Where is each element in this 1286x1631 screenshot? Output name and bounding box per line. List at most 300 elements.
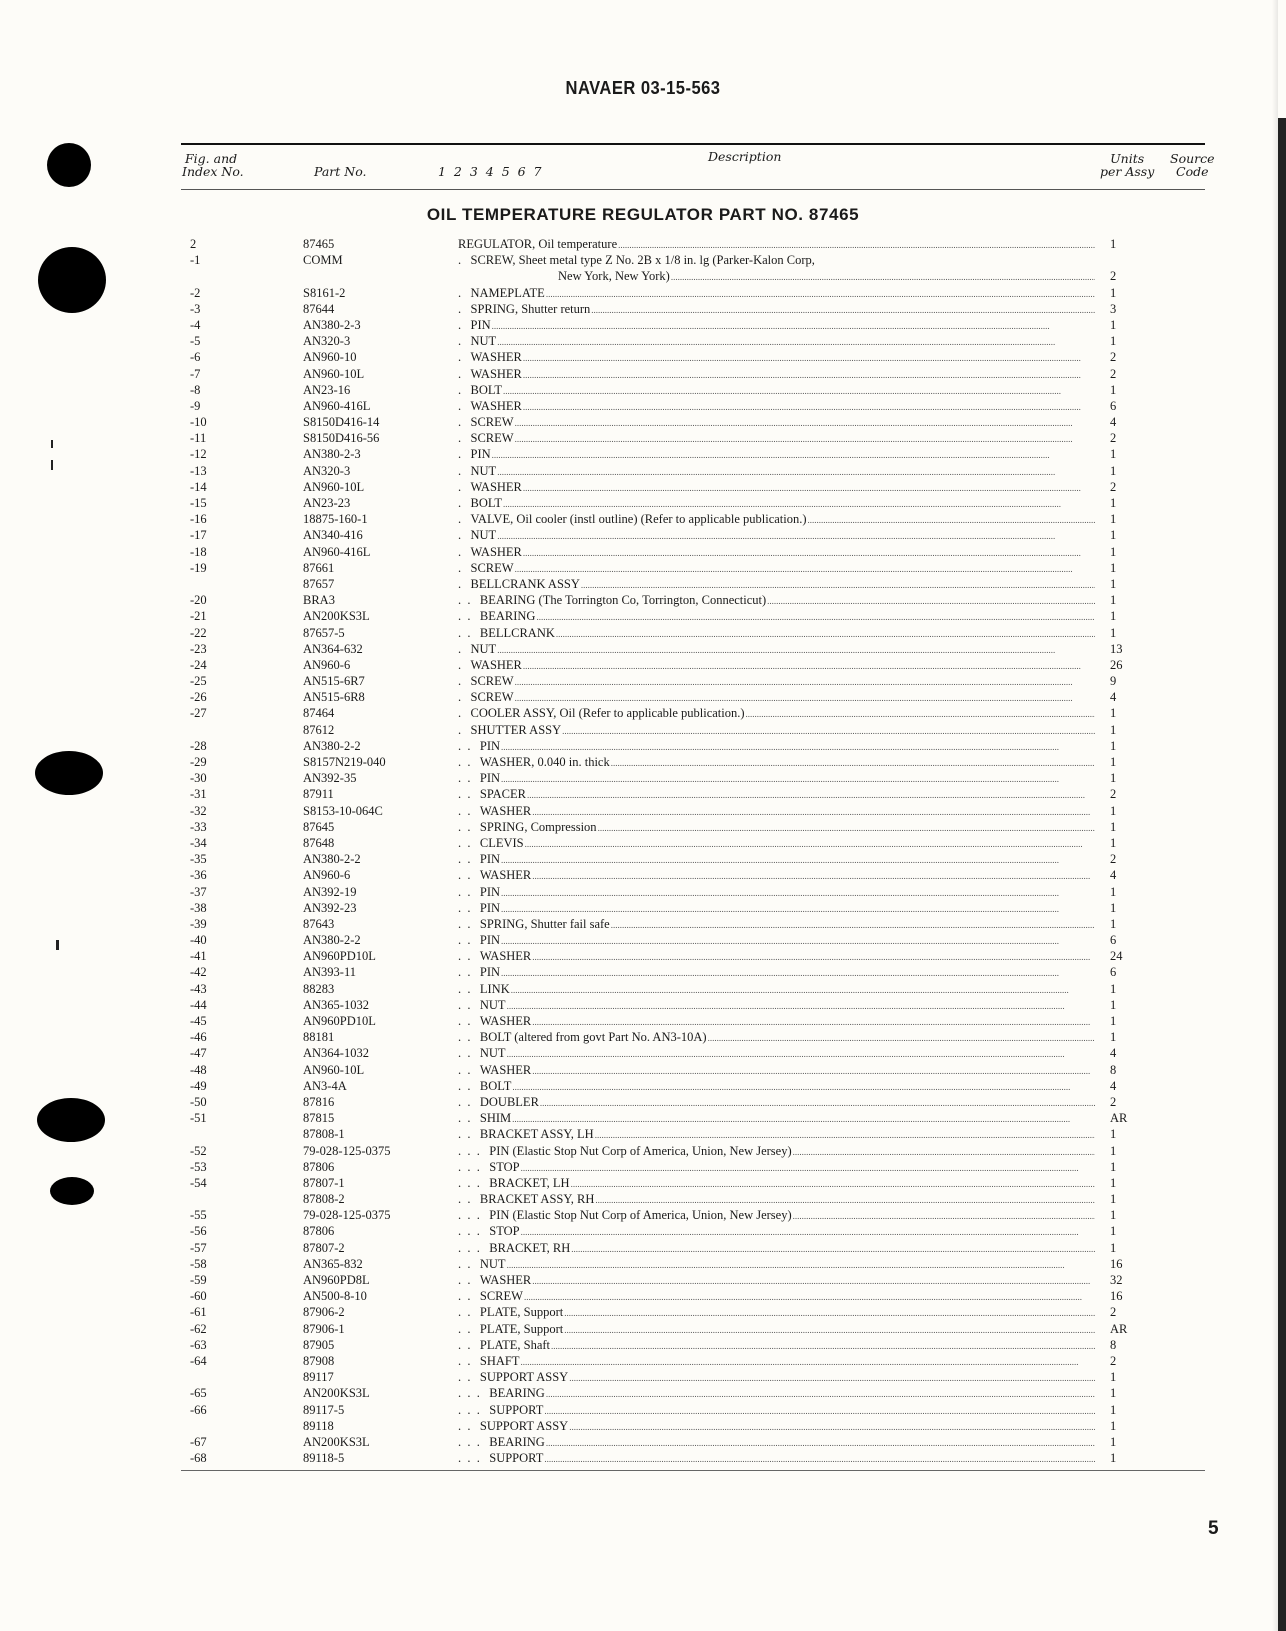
units-per-assy: 4 (1110, 1078, 1117, 1093)
part-no: AN23-16 (303, 382, 351, 397)
units-per-assy: 2 (1110, 366, 1117, 381)
indent-dots: . (458, 560, 471, 575)
table-row (0, 705, 1286, 721)
description-text: SPRING, Compression (479, 819, 597, 834)
index-no: -27 (190, 706, 207, 721)
part-no: AN340-416 (303, 528, 363, 543)
leader-dots (511, 981, 1095, 998)
header-part-no: Part No. (314, 164, 367, 179)
units-per-assy: 1 (1110, 625, 1117, 640)
indent-dots: . (458, 576, 471, 591)
punch-hole (47, 143, 91, 187)
leader-dots (532, 948, 1095, 965)
table-row (0, 819, 1286, 835)
leader-dots (571, 1240, 1095, 1257)
indent-dots: . . . (458, 1143, 490, 1158)
table-row (0, 544, 1286, 560)
index-no: -4 (190, 317, 201, 332)
indent-dots: . . (458, 1046, 480, 1061)
table-row (0, 576, 1286, 592)
table-row (0, 285, 1286, 301)
table-row (0, 1207, 1286, 1223)
units-per-assy: 1 (1110, 1240, 1117, 1255)
units-per-assy: 1 (1110, 1175, 1117, 1190)
index-no: -9 (190, 398, 201, 413)
indent-dots: . . (458, 1256, 480, 1271)
part-no: 87643 (303, 916, 335, 931)
description (458, 1191, 1095, 1208)
table-row (0, 803, 1286, 819)
description-text: SCREW, Sheet metal type Z No. 2B x 1/8 in. lg (Parker-Kalon Corp, (470, 253, 815, 268)
table-row (0, 689, 1286, 705)
description-text: NUT (479, 1046, 506, 1061)
indent-dots: . . (458, 1353, 480, 1368)
leader-dots (501, 851, 1095, 868)
table-bottom-rule (181, 1470, 1205, 1471)
description (458, 1062, 1095, 1079)
description-text: PIN (479, 933, 501, 948)
part-no: AN380-2-2 (303, 852, 361, 867)
leader-dots (532, 803, 1095, 820)
description-text: BEARING (The Torrington Co, Torrington, Connecticut) (479, 593, 767, 608)
indent-dots: . (458, 447, 471, 462)
index-no: -16 (190, 512, 207, 527)
indent-dots: . . (458, 1111, 480, 1126)
leader-dots (562, 722, 1095, 739)
leader-dots (708, 1029, 1095, 1046)
leader-dots (544, 1402, 1095, 1419)
units-per-assy: 2 (1110, 431, 1117, 446)
parts-list (0, 236, 1286, 1466)
indent-dots: . (458, 512, 471, 527)
description-text: SCREW (470, 560, 514, 575)
part-no: AN392-23 (303, 900, 357, 915)
description (458, 1207, 1095, 1224)
units-per-assy: 1 (1110, 334, 1117, 349)
leader-dots (523, 349, 1095, 366)
description (458, 463, 1095, 480)
table-row (0, 1385, 1286, 1401)
units-per-assy: 1 (1110, 1192, 1117, 1207)
indent-dots: . . (458, 1370, 480, 1385)
table-row (0, 446, 1286, 462)
table-row (0, 1369, 1286, 1385)
description-text: PLATE, Support (479, 1321, 564, 1336)
units-per-assy: 26 (1110, 657, 1123, 672)
indent-dots: . (458, 657, 471, 672)
units-per-assy: 8 (1110, 1337, 1117, 1352)
description (458, 511, 1095, 528)
part-no: AN500-8-10 (303, 1289, 367, 1304)
table-row (0, 1223, 1286, 1239)
description-text: WASHER (479, 868, 532, 883)
part-no: 87908 (303, 1353, 335, 1368)
index-no: -25 (190, 674, 207, 689)
part-no: AN960-10L (303, 366, 365, 381)
table-row (0, 1078, 1286, 1094)
units-per-assy: 1 (1110, 1370, 1117, 1385)
units-per-assy: 2 (1110, 1353, 1117, 1368)
index-no: -31 (190, 787, 207, 802)
part-no: 87906-2 (303, 1305, 345, 1320)
leader-dots (501, 932, 1095, 949)
table-row (0, 1337, 1286, 1353)
part-no: S8157N219-040 (303, 755, 386, 770)
description (458, 803, 1095, 820)
leader-dots (523, 479, 1095, 496)
units-per-assy: 13 (1110, 641, 1123, 656)
table-row (0, 641, 1286, 657)
part-no: 87465 (303, 237, 335, 251)
index-no: -30 (190, 771, 207, 786)
part-no: 87645 (303, 819, 335, 834)
part-no: 87464 (303, 706, 335, 721)
description-text: BRACKET ASSY, RH (479, 1192, 595, 1207)
indent-dots: . . . (458, 1208, 490, 1223)
header-bottom-rule (181, 189, 1205, 190)
description-text: WASHER (470, 366, 522, 381)
leader-dots (521, 1223, 1095, 1240)
description (458, 430, 1095, 447)
description (458, 236, 1095, 253)
description-text: NUT (479, 1256, 506, 1271)
part-no: 87816 (303, 1094, 335, 1109)
description (458, 867, 1095, 884)
leader-dots (808, 511, 1095, 528)
indent-dots: . . (458, 625, 480, 640)
leader-dots (546, 1385, 1095, 1402)
description (458, 1143, 1095, 1160)
description-text: SHIM (479, 1111, 512, 1126)
indent-dots: . . (458, 965, 480, 980)
indent-dots: . . . (458, 1175, 490, 1190)
leader-dots (501, 964, 1095, 981)
table-row (0, 722, 1286, 738)
indent-dots: . . (458, 1321, 480, 1336)
description-text: PIN (479, 884, 501, 899)
indent-dots: . . (458, 949, 480, 964)
indent-dots: . (458, 479, 471, 494)
table-row (0, 981, 1286, 997)
index-no: -19 (190, 560, 207, 575)
table-row (0, 1110, 1286, 1126)
description (458, 900, 1095, 917)
description (458, 317, 1095, 334)
indent-dots: . (458, 641, 471, 656)
description-text: BOLT (470, 382, 502, 397)
indent-dots: . (458, 350, 471, 365)
units-per-assy: 16 (1110, 1256, 1123, 1271)
table-row (0, 1126, 1286, 1142)
table-row (0, 1094, 1286, 1110)
table-row (0, 479, 1286, 495)
index-no: -40 (190, 933, 207, 948)
index-no: -63 (190, 1337, 207, 1352)
description-text: BOLT (470, 496, 502, 511)
leader-dots (569, 1369, 1095, 1386)
units-per-assy: 1 (1110, 981, 1117, 996)
description (458, 738, 1095, 755)
description (458, 382, 1095, 399)
indent-dots: . . (458, 1337, 480, 1352)
leader-dots (501, 900, 1095, 917)
leader-dots (551, 1337, 1095, 1354)
table-row (0, 1256, 1286, 1272)
indent-dots: . . (458, 819, 480, 834)
index-no: -24 (190, 657, 207, 672)
description-text: WASHER (470, 350, 522, 365)
indent-dots: . . (458, 1014, 480, 1029)
indent-dots: . . (458, 1305, 480, 1320)
leader-dots (501, 738, 1095, 755)
indent-dots: . . . (458, 1386, 490, 1401)
part-no: S8150D416-56 (303, 431, 380, 446)
index-no: -35 (190, 852, 207, 867)
table-row (0, 592, 1286, 608)
table-row (0, 430, 1286, 446)
description-text: SHAFT (479, 1353, 520, 1368)
units-per-assy: 1 (1110, 1030, 1117, 1045)
header-top-rule (181, 143, 1205, 145)
units-per-assy: 1 (1110, 997, 1117, 1012)
part-no: AN365-1032 (303, 997, 369, 1012)
units-per-assy: 6 (1110, 398, 1117, 413)
index-no: -53 (190, 1159, 207, 1174)
description-text: COOLER ASSY, Oil (Refer to applicable publication.) (470, 706, 745, 721)
indent-dots: . (458, 415, 471, 430)
indent-dots: . (458, 463, 471, 478)
description-text: SCREW (470, 690, 514, 705)
index-no: -59 (190, 1273, 207, 1288)
table-row (0, 948, 1286, 964)
units-per-assy: 1 (1110, 722, 1117, 737)
units-per-assy: 1 (1110, 1402, 1117, 1417)
indent-dots: . (458, 334, 471, 349)
table-row (0, 1159, 1286, 1175)
table-row (0, 754, 1286, 770)
indent-dots: . . (458, 738, 480, 753)
description (458, 592, 1095, 609)
description (458, 819, 1095, 836)
description (458, 527, 1095, 544)
description-text: SPRING, Shutter fail safe (479, 916, 610, 931)
index-no: 2 (190, 237, 197, 251)
units-per-assy: 1 (1110, 1224, 1117, 1239)
leader-dots (571, 1175, 1095, 1192)
indent-dots: . (458, 431, 471, 446)
part-no: AN960-10 (303, 350, 357, 365)
units-per-assy: 24 (1110, 949, 1123, 964)
leader-dots (746, 705, 1095, 722)
table-row (0, 1062, 1286, 1078)
description-text: BRACKET, LH (489, 1175, 570, 1190)
units-per-assy: 1 (1110, 496, 1117, 511)
description (458, 851, 1095, 868)
part-no: 89117 (303, 1370, 334, 1385)
leader-dots (564, 1304, 1095, 1321)
units-per-assy: 9 (1110, 674, 1117, 689)
indent-dots: . . (458, 1062, 480, 1077)
table-row (0, 317, 1286, 333)
index-no: -50 (190, 1094, 207, 1109)
leader-dots (793, 1143, 1095, 1160)
part-no: 87808-1 (303, 1127, 345, 1142)
units-per-assy: 2 (1110, 269, 1117, 284)
leader-dots (515, 430, 1095, 447)
description (458, 366, 1095, 383)
table-row (0, 1191, 1286, 1207)
leader-dots (546, 285, 1095, 302)
description (458, 560, 1095, 577)
index-no: -23 (190, 641, 207, 656)
description-text: SCREW (479, 1289, 523, 1304)
description-text: PIN (470, 447, 491, 462)
part-no: AN960-10L (303, 1062, 365, 1077)
part-no: AN393-11 (303, 965, 357, 980)
indent-dots: . (458, 398, 471, 413)
index-no: -65 (190, 1386, 207, 1401)
description (458, 786, 1095, 803)
description (458, 1321, 1095, 1338)
description (458, 252, 1095, 285)
units-per-assy: 1 (1110, 560, 1117, 575)
leader-dots (515, 560, 1095, 577)
table-row (0, 964, 1286, 980)
indent-dots: . (458, 706, 471, 721)
description-text: WASHER, 0.040 in. thick (479, 755, 610, 770)
index-no: -15 (190, 496, 207, 511)
description (458, 1110, 1095, 1127)
units-per-assy: 1 (1110, 916, 1117, 931)
part-no: AN960-10L (303, 479, 365, 494)
description-text: NUT (470, 528, 497, 543)
table-row (0, 997, 1286, 1013)
description-text: WASHER (479, 949, 532, 964)
units-per-assy: 8 (1110, 1062, 1117, 1077)
leader-dots (515, 414, 1095, 431)
part-no: AN200KS3L (303, 1386, 370, 1401)
part-no: 89118 (303, 1418, 334, 1433)
indent-dots: . . (458, 1127, 480, 1142)
index-no: -56 (190, 1224, 207, 1239)
units-per-assy: 1 (1110, 609, 1117, 624)
leader-dots (520, 1353, 1095, 1370)
part-no: 87808-2 (303, 1192, 345, 1207)
leader-dots (671, 268, 1095, 285)
units-per-assy: 1 (1110, 463, 1117, 478)
indent-dots: . . (458, 1418, 480, 1433)
description-text: PIN (479, 771, 501, 786)
indent-dots: . (458, 301, 471, 316)
leader-dots (611, 916, 1095, 933)
description-text: SCREW (470, 431, 514, 446)
indent-dots: . . (458, 755, 480, 770)
table-row (0, 625, 1286, 641)
leader-dots (564, 1321, 1095, 1338)
table-row (0, 495, 1286, 511)
part-no: 87657-5 (303, 625, 345, 640)
description (458, 1337, 1095, 1354)
description (458, 1288, 1095, 1305)
leader-dots (524, 1288, 1095, 1305)
description (458, 754, 1095, 771)
units-per-assy: 1 (1110, 1208, 1117, 1223)
part-no: S8153-10-064C (303, 803, 383, 818)
table-row (0, 1353, 1286, 1369)
units-per-assy: 1 (1110, 544, 1117, 559)
index-no: -2 (190, 285, 201, 300)
description (458, 495, 1095, 512)
index-no: -45 (190, 1014, 207, 1029)
description (458, 1272, 1095, 1289)
part-no: 89118-5 (303, 1451, 345, 1466)
units-per-assy: 16 (1110, 1289, 1123, 1304)
table-row (0, 1434, 1286, 1450)
leader-dots (515, 673, 1095, 690)
part-no: AN960-416L (303, 544, 371, 559)
description (458, 1126, 1095, 1143)
description (458, 1369, 1095, 1386)
leader-dots (532, 867, 1095, 884)
description-text: WASHER (470, 657, 522, 672)
index-no: -14 (190, 479, 207, 494)
units-per-assy: 1 (1110, 285, 1117, 300)
description (458, 1159, 1095, 1176)
indent-dots: . . (458, 868, 480, 883)
table-row (0, 236, 1286, 252)
description-text: STOP (489, 1159, 520, 1174)
units-per-assy: 6 (1110, 933, 1117, 948)
description (458, 1078, 1095, 1095)
leader-dots (611, 754, 1095, 771)
index-no: -61 (190, 1305, 207, 1320)
description-text: SUPPORT (489, 1402, 544, 1417)
units-per-assy: 1 (1110, 512, 1117, 527)
description (458, 544, 1095, 561)
description (458, 770, 1095, 787)
part-no: AN960-416L (303, 398, 371, 413)
indent-dots: . (458, 674, 471, 689)
description-text: SUPPORT ASSY (479, 1418, 569, 1433)
table-row (0, 382, 1286, 398)
leader-dots (497, 333, 1095, 350)
part-no: 87806 (303, 1159, 335, 1174)
leader-dots (497, 641, 1095, 658)
indent-dots: . . (458, 852, 480, 867)
description-text: NUT (470, 463, 497, 478)
table-row (0, 738, 1286, 754)
index-no: -58 (190, 1256, 207, 1271)
index-no: -52 (190, 1143, 207, 1158)
indent-dots: . . (458, 1273, 480, 1288)
indent-dots: . (458, 722, 471, 737)
description-text: PLATE, Shaft (479, 1337, 551, 1352)
index-no: -39 (190, 916, 207, 931)
part-no: AN200KS3L (303, 609, 370, 624)
indent-dots: . (458, 253, 471, 268)
part-no: 87911 (303, 787, 334, 802)
description (458, 689, 1095, 706)
description (458, 1256, 1095, 1273)
units-per-assy: 4 (1110, 1046, 1117, 1061)
header-source: Source Code (1170, 151, 1215, 179)
part-no: 87815 (303, 1111, 335, 1126)
description (458, 1175, 1095, 1192)
leader-dots (501, 770, 1095, 787)
leader-dots (492, 317, 1095, 334)
index-no: -11 (190, 431, 207, 446)
table-row (0, 1240, 1286, 1256)
